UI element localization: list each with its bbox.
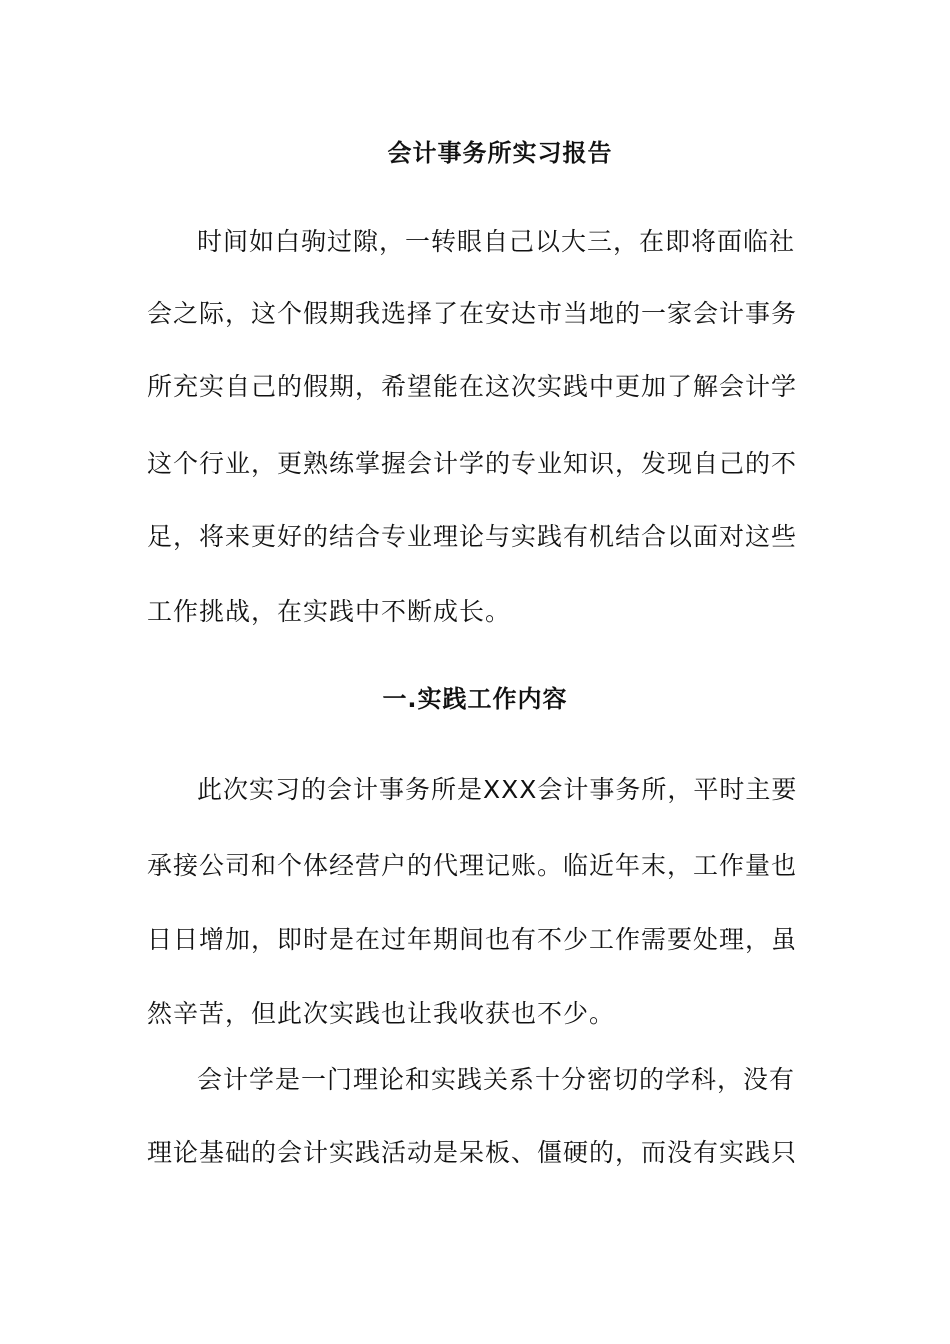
intro-line: 所充实自己的假期，希望能在这次实践中更加了解会计学 [147, 372, 798, 401]
paragraph-line: 此次实习的会计事务所是XXX会计事务所，平时主要 [197, 775, 798, 804]
intro-line: 足，将来更好的结合专业理论与实践有机结合以面对这些 [147, 522, 798, 551]
paragraph-line: 承接公司和个体经营户的代理记账。临近年末，工作量也 [147, 851, 798, 880]
paragraph-line: 然辛苦，但此次实践也让我收获也不少。 [147, 999, 616, 1028]
paragraph-line: 会计学是一门理论和实践关系十分密切的学科，没有 [197, 1065, 796, 1094]
document-title: 会计事务所实习报告 [387, 139, 613, 167]
paragraph-line: 理论基础的会计实践活动是呆板、僵硬的，而没有实践只 [147, 1138, 798, 1167]
intro-line: 时间如白驹过隙，一转眼自己以大三，在即将面临社 [197, 227, 796, 256]
intro-line: 这个行业，更熟练掌握会计学的专业知识，发现自己的不 [147, 449, 798, 478]
paragraph-line: 日日增加，即时是在过年期间也有不少工作需要处理，虽 [147, 925, 798, 954]
section-heading: 一.实践工作内容 [382, 685, 568, 713]
intro-line: 工作挑战，在实践中不断成长。 [147, 597, 512, 626]
intro-line: 会之际，这个假期我选择了在安达市当地的一家会计事务 [147, 299, 798, 328]
